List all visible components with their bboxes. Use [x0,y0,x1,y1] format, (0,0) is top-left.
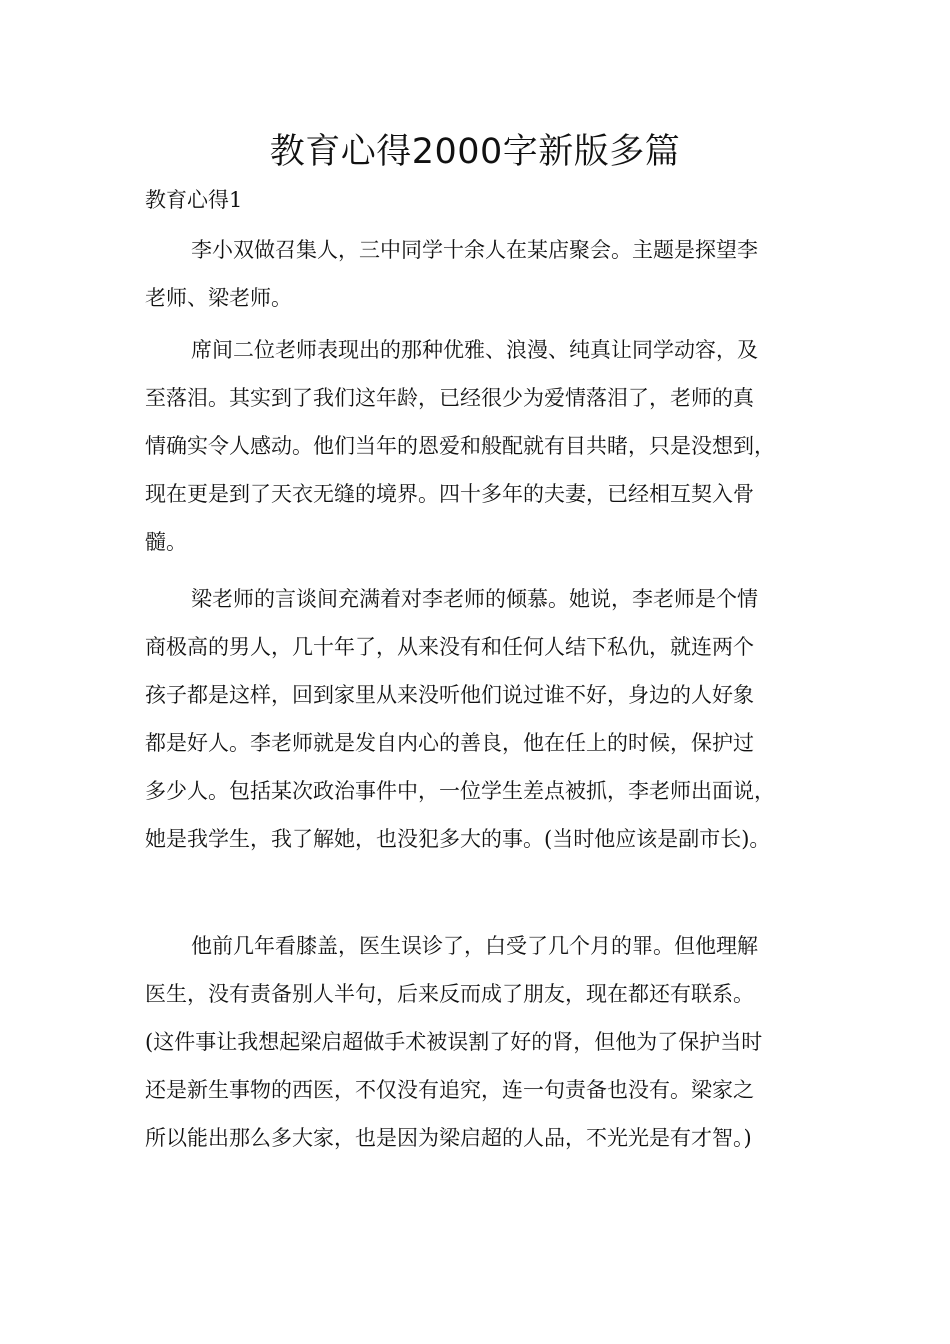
paragraph-line: 老师、梁老师。 [145,286,292,310]
paragraph-line: 医生，没有责备别人半句，后来反而成了朋友，现在都还有联系。 [145,982,754,1006]
paragraph-line: 孩子都是这样，回到家里从来没听他们说过谁不好，身边的人好象 [145,683,754,707]
paragraph-line: 李小双做召集人，三中同学十余人在某店聚会。主题是探望李 [191,238,758,262]
paragraph-line: 他前几年看膝盖，医生误诊了，白受了几个月的罪。但他理解 [191,934,758,958]
paragraph-line: (这件事让我想起梁启超做手术被误割了好的肾，但他为了保护当时 [145,1030,763,1054]
paragraph-2 [145,326,815,566]
document-title: 教育心得2000字新版多篇 [269,132,681,172]
paragraph-line: 还是新生事物的西医，不仅没有追究，连一句责备也没有。梁家之 [145,1078,754,1102]
paragraph-4 [145,922,815,1162]
paragraph-line: 至落泪。其实到了我们这年龄，已经很少为爱情落泪了，老师的真 [145,386,754,410]
paragraph-1 [145,226,815,322]
paragraph-line: 梁老师的言谈间充满着对李老师的倾慕。她说，李老师是个情 [191,587,758,611]
paragraph-line: 现在更是到了天衣无缝的境界。四十多年的夫妻，已经相互契入骨 [145,482,754,506]
paragraph-line: 多少人。包括某次政治事件中，一位学生差点被抓，李老师出面说， [145,779,775,803]
section-heading: 教育心得1 [145,188,243,212]
paragraph-line: 所以能出那么多大家，也是因为梁启超的人品，不光光是有才智。) [145,1126,752,1150]
paragraph-line: 髓。 [145,530,187,554]
paragraph-line: 情确实令人感动。他们当年的恩爱和般配就有目共睹，只是没想到， [145,434,775,458]
paragraph-3 [145,575,815,863]
paragraph-line: 商极高的男人，几十年了，从来没有和任何人结下私仇，就连两个 [145,635,754,659]
paragraph-line: 都是好人。李老师就是发自内心的善良，他在任上的时候，保护过 [145,731,754,755]
paragraph-line: 她是我学生，我了解她，也没犯多大的事。(当时他应该是副市长)。 [145,827,771,851]
paragraph-line: 席间二位老师表现出的那种优雅、浪漫、纯真让同学动容，及 [191,338,758,362]
